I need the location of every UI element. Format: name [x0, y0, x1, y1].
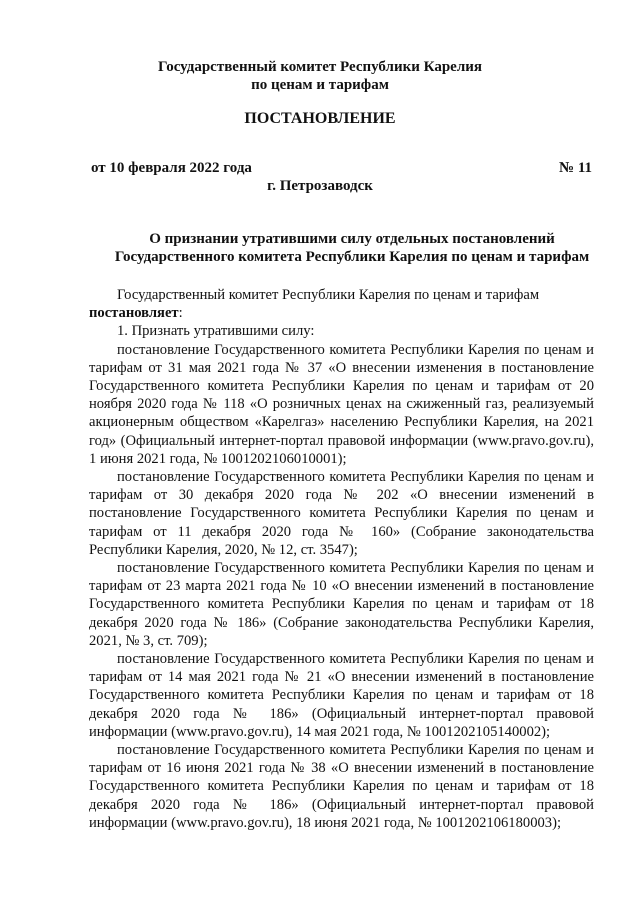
document-type: ПОСТАНОВЛЕНИЕ — [244, 110, 396, 127]
org-name-line2: по ценам и тарифам — [251, 77, 389, 93]
document-number: № 11 — [559, 160, 592, 176]
title-line2: Государственного комитета Республики Карелия по ценам и тарифам — [114, 249, 590, 265]
title-line1: О признании утратившими силу отдельных постановлений — [149, 231, 555, 247]
intro-paragraph — [89, 286, 594, 304]
decree-line — [89, 304, 594, 322]
point-1: 1. Признать утратившими силу: — [117, 323, 315, 340]
decree-colon: : — [178, 305, 183, 322]
intro-text: Государственный комитет Республики Карелия по ценам и тарифам — [117, 287, 540, 303]
document-date: от 10 февраля 2022 года — [91, 160, 252, 176]
list-item: постановление Государственного комитета Республики Карелия по ценам и тарифам от 23 марта 2021 года № 10 «О внесении изменений в постановление Государственного комитета Республики Карелия по ценам и тарифам от 18 декабря 2020 года № 186» (Собрание законодательства Республики Карелия, 2021, № 3, ст. 709); — [89, 560, 594, 649]
org-name-line1: Государственный комитет Республики Карелия — [158, 59, 482, 75]
list-item: постановление Государственного комитета Республики Карелия по ценам и тарифам от 31 мая 2021 года № 37 «О внесении изменения в постановление Государственного комитета Республики Карелия по ценам и тарифам от 20 ноября 2020 года № 118 «О розничных ценах на сжиженный газ, реализуемый акционерным обществом «Карелгаз» населению Республики Карелия, на 2021 год» (Официальный интернет-портал правовой информации (www.pravo.gov.ru), 1 июня 2021 года, № 1001202106010001); — [89, 341, 594, 467]
list-item: постановление Государственного комитета Республики Карелия по ценам и тарифам от 16 июня 2021 года № 38 «О внесении изменений в постановление Государственного комитета Республики Карелия по ценам и тарифам от 18 декабря 2020 года № 186» (Официальный интернет-портал правовой информации (www.pravo.gov.ru), 18 июня 2021 года, № 1001202106180003); — [89, 742, 594, 831]
document-city: г. Петрозаводск — [267, 178, 373, 194]
document-title — [60, 230, 640, 266]
list-item: постановление Государственного комитета Республики Карелия по ценам и тарифам от 14 мая 2021 года № 21 «О внесении изменений в постановление Государственного комитета Республики Карелия по ценам и тарифам от 18 декабря 2020 года № 186» (Официальный интернет-портал правовой информации (www.pravo.gov.ru), 14 мая 2021 года, № 1001202105140002); — [89, 651, 594, 740]
decree-word: постановляет — [89, 305, 179, 322]
document-body — [89, 286, 594, 832]
list-item: постановление Государственного комитета Республики Карелия по ценам и тарифам от 30 декабря 2020 года № 202 «О внесении изменений в постановление Государственного комитета Республики Карелия по ценам и тарифам от 11 декабря 2020 года № 160» (Собрание законодательства Республики Карелия, 2020, № 12, ст. 3547); — [89, 469, 594, 558]
